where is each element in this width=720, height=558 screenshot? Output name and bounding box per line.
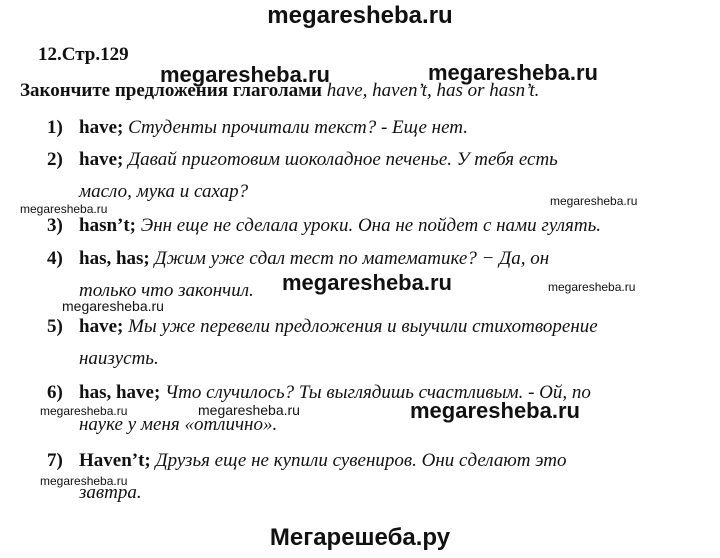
list-item [47, 377, 707, 441]
item-text-continued: масло, мука и сахар? [79, 181, 249, 202]
list-item [47, 311, 707, 375]
item-answer: has, has; [79, 248, 150, 269]
item-text: Мы уже перевели предложения и выучили стихотворение [128, 316, 598, 337]
item-text: Давай приготовим шоколадное печенье. У тебя есть [128, 149, 558, 170]
exercise-number: 12.Стр.129 [38, 44, 129, 65]
item-text: Друзья еще не купили сувениров. Они сделают это [155, 450, 567, 471]
item-answer: have; [79, 316, 124, 337]
item-text-continued: наизусть. [79, 348, 159, 369]
list-item [47, 210, 707, 242]
item-text: Что случилось? Ты выглядишь счастливым. - Ой, по [165, 382, 591, 403]
watermark: megaresheba.ru [198, 402, 300, 418]
item-number: 4) [47, 248, 63, 269]
item-answer: have; [79, 149, 124, 170]
item-answer: has, have; [79, 382, 161, 403]
instruction-words: have, haven’t, has or hasn’t. [326, 80, 540, 101]
item-number: 3) [47, 215, 63, 236]
watermark: megaresheba.ru [550, 194, 638, 208]
item-text-continued: завтра. [79, 482, 142, 503]
instruction [20, 80, 539, 102]
list-item [47, 112, 707, 144]
watermark: megaresheba.ru [548, 280, 636, 294]
item-answer: Haven’t; [79, 450, 151, 471]
list-item [47, 445, 707, 509]
item-number: 1) [47, 117, 63, 138]
item-number: 7) [47, 450, 63, 471]
item-answer: have; [79, 117, 124, 138]
watermark: megaresheba.ru [428, 60, 598, 85]
watermark: megaresheba.ru [410, 398, 580, 423]
watermark-bottom: Мегарешеба.ру [269, 524, 451, 551]
item-answer: hasn’t; [79, 215, 137, 236]
item-text-continued: науке у меня «отлично». [79, 414, 278, 435]
watermark: megaresheba.ru [62, 298, 164, 314]
watermark: megaresheba.ru [160, 62, 330, 87]
item-text: Джим уже сдал тест по математике? − Да, он [154, 248, 550, 269]
instruction-prefix: Закончите предложения глаголами [20, 80, 327, 101]
item-number: 6) [47, 382, 63, 403]
item-text-continued: только что закончил. [79, 280, 254, 301]
watermark: megaresheba.ru [40, 404, 128, 418]
item-number: 2) [47, 149, 63, 170]
item-text: Студенты прочитали текст? - Еще нет. [128, 117, 468, 138]
item-number: 5) [47, 316, 63, 337]
watermark: megaresheba.ru [20, 202, 108, 216]
watermark-top: megaresheba.ru [267, 2, 453, 29]
watermark: megaresheba.ru [282, 270, 452, 295]
item-text: Энн еще не сделала уроки. Она не пойдет с нами гулять. [140, 215, 601, 236]
watermark: megaresheba.ru [40, 474, 128, 488]
